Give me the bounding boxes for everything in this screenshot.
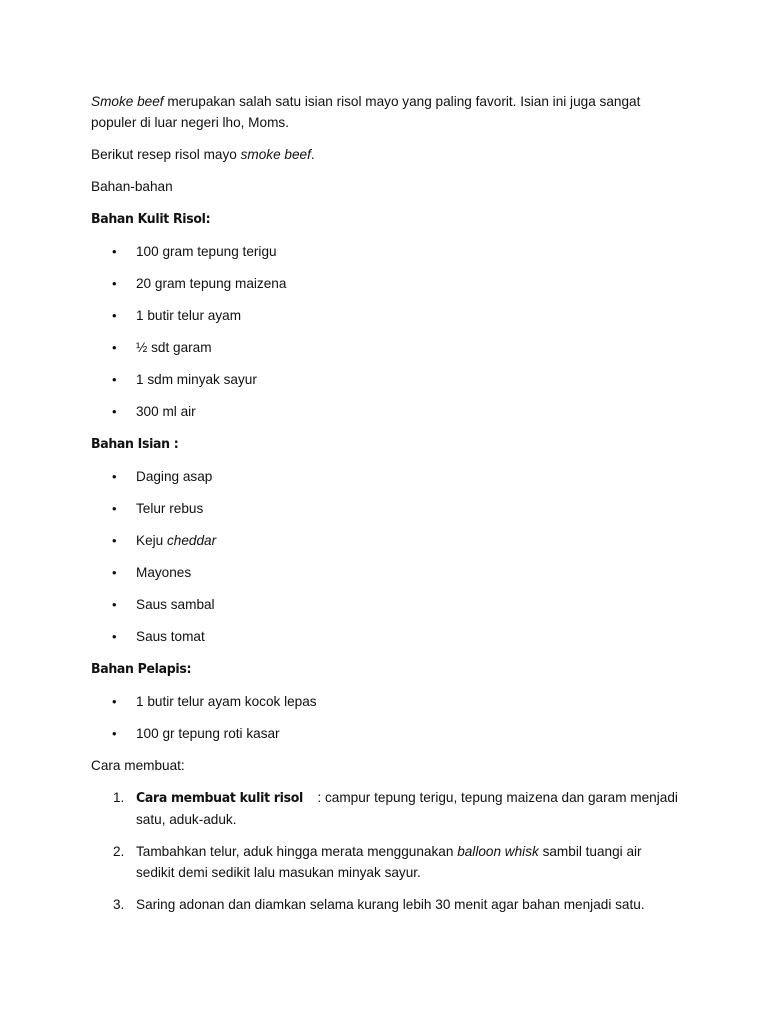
list-item (91, 530, 681, 551)
step-text: Saring adonan dan diamkan selama kurang lebih 30 menit agar bahan menjadi satu. (136, 897, 645, 912)
section-kulit-heading-block (91, 208, 681, 230)
list-item-text: Keju (136, 533, 167, 548)
list-item-text: Daging asap (136, 469, 213, 484)
list-item-text: 1 sdm minyak sayur (136, 372, 257, 387)
document-page (91, 91, 681, 926)
step-bold: Cara membuat kulit risol (136, 790, 303, 806)
list-item (91, 594, 681, 615)
step-number: 1. (113, 790, 125, 805)
section-heading: Bahan Pelapis: (91, 661, 192, 677)
recipe-line-after: . (310, 147, 315, 162)
steps-list (91, 787, 681, 915)
ingredient-list-pelapis (91, 691, 681, 744)
list-item-text: 1 butir telur ayam kocok lepas (136, 694, 317, 709)
section-heading: Bahan Isian : (91, 436, 179, 452)
list-item (91, 562, 681, 583)
list-item-text: Saus sambal (136, 597, 215, 612)
list-item (91, 369, 681, 390)
list-item-text: ½ sdt garam (136, 340, 212, 355)
list-item (91, 466, 681, 487)
list-item-text: 100 gr tepung roti kasar (136, 726, 280, 741)
list-item (91, 305, 681, 326)
step-text: : campur tepung terigu, tepung maizena dan garam menjadi satu, aduk-aduk. (136, 790, 678, 827)
list-item-text: Mayones (136, 565, 192, 580)
recipe-line (91, 144, 681, 165)
step-text-after: sambil tuangi air sedikit demi sedikit lalu masukan minyak sayur. (136, 844, 642, 880)
intro-paragraph (91, 91, 681, 133)
step-number: 3. (113, 897, 125, 912)
step-italic: balloon whisk (457, 844, 539, 859)
list-item-italic: cheddar (166, 533, 217, 548)
section-pelapis-heading-block (91, 658, 681, 680)
list-item (91, 401, 681, 422)
step-item (91, 894, 681, 915)
list-item-text: Telur rebus (136, 501, 204, 516)
list-item-text: 1 butir telur ayam (136, 308, 242, 323)
step-number: 2. (113, 844, 125, 859)
list-item-text: 300 ml air (136, 404, 196, 419)
intro-text: merupakan salah satu isian risol mayo yang paling favorit. Isian ini juga sangat populer di luar negeri lho, Moms. (91, 94, 641, 130)
list-item (91, 337, 681, 358)
step-item (91, 841, 681, 883)
recipe-line-before: Berikut resep risol mayo (91, 147, 241, 162)
list-item (91, 498, 681, 519)
list-item-text: Saus tomat (136, 629, 205, 644)
recipe-line-italic: smoke beef (240, 147, 311, 162)
ingredient-list-kulit (91, 241, 681, 422)
list-item (91, 691, 681, 712)
list-item (91, 241, 681, 262)
bahan-label: Bahan-bahan (91, 179, 173, 194)
list-item-text: 100 gram tepung terigu (136, 244, 277, 259)
list-item (91, 626, 681, 647)
intro-italic-term: Smoke beef (91, 94, 164, 109)
cara-label: Cara membuat: (91, 758, 185, 773)
section-heading: Bahan Kulit Risol: (91, 211, 211, 227)
section-isian-heading-block (91, 433, 681, 455)
list-item (91, 723, 681, 744)
list-item-text: 20 gram tepung maizena (136, 276, 287, 291)
ingredient-list-isian (91, 466, 681, 647)
step-item (91, 787, 681, 830)
list-item (91, 273, 681, 294)
step-text: Tambahkan telur, aduk hingga merata menggunakan (136, 844, 458, 859)
